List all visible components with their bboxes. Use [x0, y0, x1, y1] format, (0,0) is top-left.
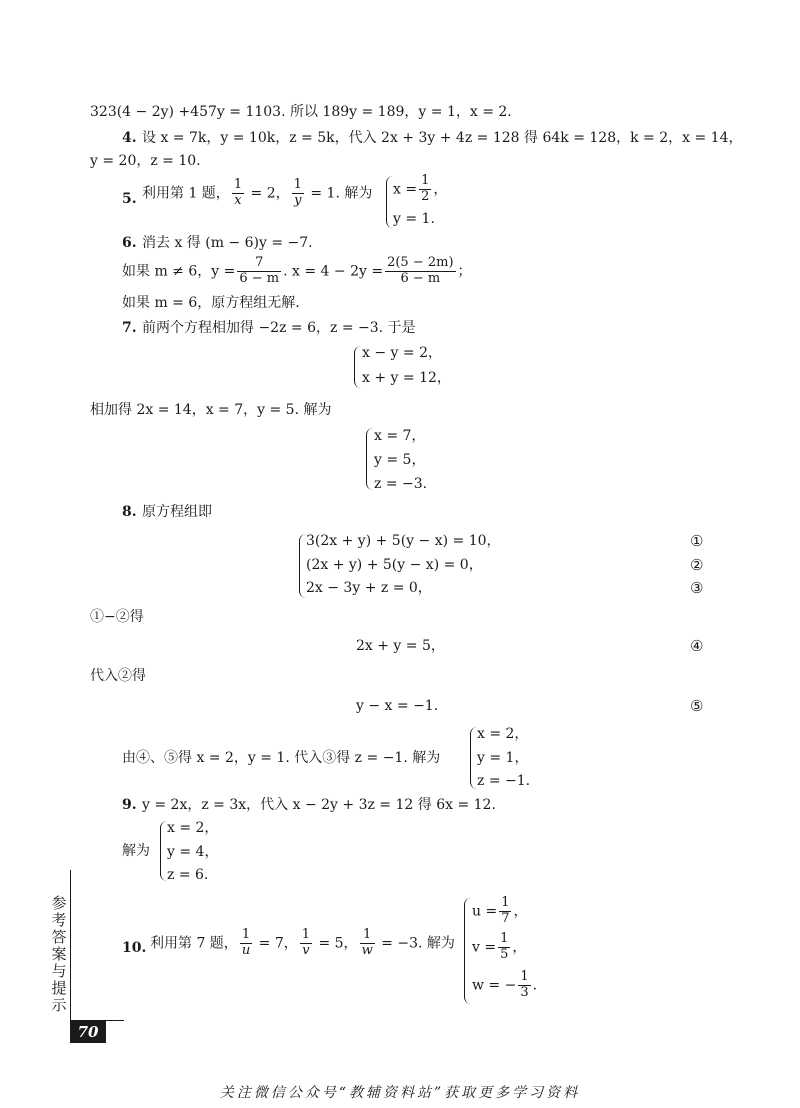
problem-4-line-1: 设 x = 7k，y = 10k，z = 5k，代入 2x + 3y + 4z = 128 得 64k = 128，k = 2，x = 14，: [142, 130, 743, 146]
fraction: $\frac{1}{v}$: [301, 927, 311, 958]
equation-marker-4: ④: [690, 637, 704, 655]
problem-4-line-2: y = 20，z = 10.: [90, 153, 201, 169]
problem-10-solution-u: u = $\frac{1}{7}$ ，: [472, 895, 528, 926]
equation-marker-1: ①: [690, 532, 704, 550]
problem-8-substitute-note: 代入②得: [90, 668, 146, 684]
problem-7-system-2: x + y = 12，: [362, 370, 451, 386]
problem-7-system-1: x − y = 2，: [362, 345, 442, 361]
problem-5-solution-x: x = $\frac{1}{2}$ ，: [393, 173, 448, 204]
problem-8-subtract-note: ①−②得: [90, 609, 144, 625]
problem-7-solution-z: z = −3.: [374, 476, 428, 492]
fraction: $\frac{1}{x}$: [233, 177, 243, 208]
problem-6-number: 6.: [122, 235, 137, 251]
problem-7-solution-y: y = 5，: [374, 452, 426, 468]
problem-9-solution-y: y = 4，: [167, 844, 219, 860]
side-divider: [70, 870, 71, 1020]
brace: [299, 534, 306, 598]
brace: [354, 346, 361, 388]
equation-marker-2: ②: [690, 556, 704, 574]
problem-10-solution-v: v = $\frac{1}{5}$ ，: [472, 931, 527, 962]
fraction: $\frac{2(5 - 2m)}{6 - m}$: [387, 255, 454, 286]
problem-9-line-1: y = 2x，z = 3x，代入 x − 2y + 3z = 12 得 6x = 12.: [142, 797, 496, 813]
problem-10-number: 10.: [122, 940, 147, 956]
problem-9-solution-x: x = 2，: [167, 820, 219, 836]
brace: [464, 898, 471, 1004]
problem-5-number: 5.: [122, 191, 137, 207]
section-side-title: 参考答案与提示: [51, 894, 67, 1014]
problem-10-solution-w: w = − $\frac{1}{3}$ .: [472, 969, 538, 1000]
problem-8-equation-3: 2x − 3y + z = 0，: [306, 580, 432, 596]
page-number: 70: [70, 1021, 106, 1043]
footer-watermark-text: 关注微信公众号“教辅资料站”获取更多学习资料: [219, 1085, 581, 1101]
problem-8-final-line: 由④、⑤得 x = 2，y = 1. 代入③得 z = −1. 解为: [122, 750, 441, 766]
problem-4-number: 4.: [122, 130, 137, 146]
problem-5-statement: 利用第 1 题， $\frac{1}{x}$ = 2， $\frac{1}{y}$ = 1. 解为: [142, 177, 373, 208]
problem-7-number: 7.: [122, 320, 137, 336]
problem-8-number: 8.: [122, 504, 137, 520]
fraction: $\frac{1}{5}$: [500, 931, 509, 962]
problem-3-continuation: 323(4 − 2y) +457y = 1103. 所以 189y = 189，y = 1，x = 2.: [90, 104, 512, 120]
brace: [366, 428, 373, 490]
brace: [470, 727, 477, 789]
problem-8-equation-1: 3(2x + y) + 5(y − x) = 10，: [306, 533, 501, 549]
equation-marker-3: ③: [690, 579, 704, 597]
problem-6-line-2: 如果 m ≠ 6，y = $\frac{7}{6 - m}$ . x = 4 − 2y = $\frac{2(5 - 2m)}{6 - m}$ ；: [122, 255, 472, 286]
problem-10-statement: 利用第 7 题， $\frac{1}{u}$ = 7， $\frac{1}{v}$ = 5， $\frac{1}{w}$ = −3. 解为: [150, 927, 455, 958]
problem-7-line-1: 前两个方程相加得 −2z = 6，z = −3. 于是: [142, 320, 416, 336]
problem-5-solution-y: y = 1.: [393, 211, 435, 227]
fraction: $\frac{1}{7}$: [501, 895, 510, 926]
problem-8-equation-2: (2x + y) + 5(y − x) = 0，: [306, 557, 483, 573]
problem-9-solution-label: 解为: [122, 843, 150, 859]
equation-marker-5: ⑤: [690, 697, 704, 715]
fraction: $\frac{1}{2}$: [421, 173, 430, 204]
fraction: $\frac{1}{y}$: [293, 177, 302, 208]
fraction: $\frac{1}{w}$: [361, 927, 373, 958]
brace: [386, 176, 393, 228]
problem-8-solution-z: z = −1.: [477, 773, 531, 789]
problem-8-line-1: 原方程组即: [142, 504, 212, 520]
fraction: $\frac{1}{3}$: [520, 969, 529, 1000]
problem-8-equation-5: y − x = −1.: [356, 698, 439, 714]
brace: [160, 821, 167, 881]
problem-6-line-1: 消去 x 得 (m − 6)y = −7.: [142, 235, 313, 251]
problem-6-line-3: 如果 m = 6，原方程组无解.: [122, 295, 300, 311]
problem-7-solution-x: x = 7，: [374, 428, 426, 444]
problem-8-solution-x: x = 2，: [477, 726, 529, 742]
problem-7-line-2: 相加得 2x = 14，x = 7，y = 5. 解为: [90, 402, 332, 418]
fraction: $\frac{7}{6 - m}$: [239, 255, 280, 286]
problem-9-number: 9.: [122, 797, 137, 813]
problem-8-equation-4: 2x + y = 5，: [356, 638, 445, 654]
problem-8-solution-y: y = 1，: [477, 750, 529, 766]
fraction: $\frac{1}{u}$: [241, 927, 251, 958]
problem-9-solution-z: z = 6.: [167, 867, 209, 883]
